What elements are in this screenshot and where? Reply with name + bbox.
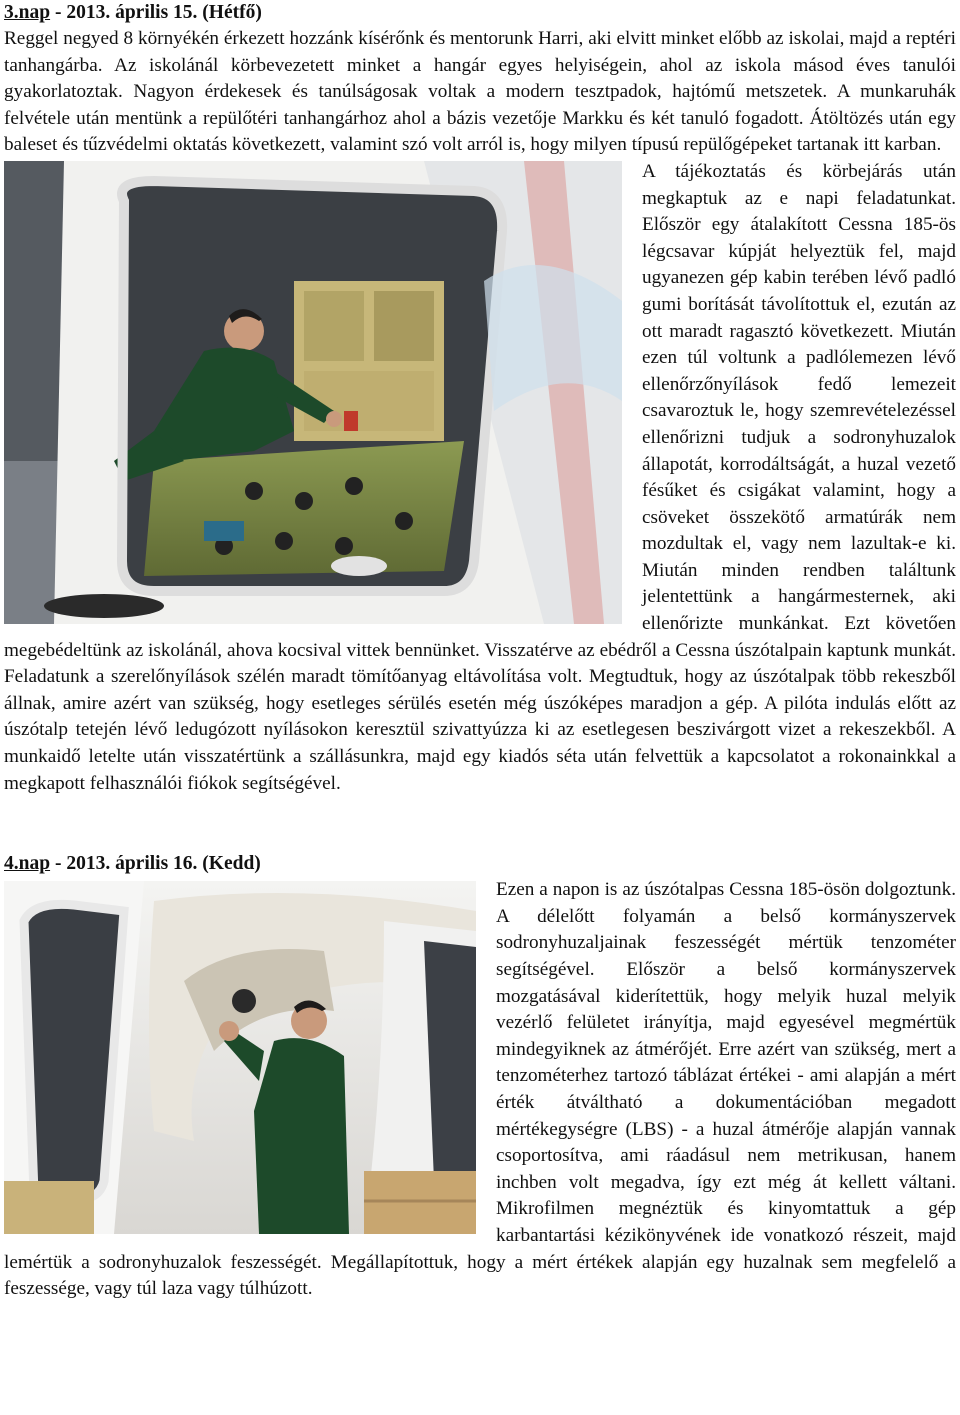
day3-title-number: 3.nap <box>4 2 51 23</box>
day3-intro-paragraph: Reggel negyed 8 környékén érkezett hozzánk kísérőnk és mentorunk Harri, aki elvitt minket előbb az iskolai, majd a reptéri tanhangárba. Az iskolánál körbevezetett minket a hangár egyes helyiségein, ahol az iskola másod éves tanulói gyakorlatoztak. Nagyon érdekesek és tanúlságosak voltak a modern tesztpadok, hajtómű metszetek. A munkaruhák felvétele után mentünk a repülőtéri tanhangárhoz ahol a bázis vezetője Markku és két tanuló fogadott. Átöltözés után egy baleset és tűzvédelmi oktatás következett, valamint szó volt arról is, hogy milyen típusú repülőgépeket tartanak itt karban. <box>4 28 956 156</box>
cessna-headliner-photo <box>4 881 476 1234</box>
section-spacer <box>4 797 956 851</box>
document-page <box>4 0 956 1303</box>
day4-title-number: 4.nap <box>4 853 51 875</box>
day3-heading <box>4 0 956 26</box>
day4-title-date: - 2013. április 16. (Kedd) <box>50 853 261 875</box>
day3-title-date: - 2013. április 15. (Hétfő) <box>50 2 262 23</box>
day4-heading <box>4 851 956 877</box>
day3-body-paragraph: A tájékoztatás és körbejárás után megkaptuk az e napi feladatunkat. Először egy átalakított Cessna 185-ös légcsavar kúpját helyeztük fel, majd ugyanezen gép kabin terében lévő padló gumi borítását távolítottuk el, ezután az ott maradt ragasztó következett. Miután ezen túl voltunk a padlólemezen lévő ellenőrzőnyílások fedő lemezeit csavaroztuk le, hogy szemrevételezéssel ellenőrizni tudjuk a sodronyhuzalok állapotát, korrodáltságát, a huzal vezető fésűket és csigákat valamint, hogy a csöveket összekötő armatúrák nem mozdultak el, vagy nem lazultak-e ki. Miután minden rendben találtunk jelentettünk a hangármesternek, aki ellenőrizte munkánkat. Ezt követően megebédeltünk az iskolánál, ahova kocsival vittek bennünket. Visszatérve az ebédről a Cessna úszótalpain kaptunk munkát. Feladatunk a szerelőnyílások szélén maradt tömítőanyag eltávolítása volt. Megtudtuk, hogy az úszótalpak több rekeszből állnak, amire azért van szükség, hogy esetleges sérülés esetén még úszóképes maradjon a gép. A pilóta indulás előtt az úszótalp tetején lévő ledugózott nyílásokon keresztül szivattyúzza ki az esetlegesen beszivárgott vizet a rekeszekből. A munkaidő letelte után visszatértünk a szállásunkra, majd egy kiadós séta után felvettük a kapcsolatot a rokonainkkal a megkapott felhasználói fiókok segítségével. <box>4 160 956 794</box>
day4-body-paragraph: Ezen a napon is az úszótalpas Cessna 185-ösön dolgoztunk. A délelőtt folyamán a belső kormányszervek sodronyhuzaljainak feszességét mértük tenzométer segítségével. Először a belső kormányszervek mozgatásával kiderítettük, hogy melyik huzal melyik vezérlő felületet irányítja, majd egyesével megmértük mindegyiknek az átmérőjét. Erre azért van szükség, mert a tenzométerhez tartozó táblázat értékei - ami alapján a mért érték átváltható a dokumentációban megadott mértékegységre (LBS) - a huzal átmérője alapján vannak csoportosítva, ami ráadásul nem metrikusan, hanem inchben volt megadva, így ezt még át kellett váltani. Mikrofilmen megnéztük és kinyomtattuk a gép karbantartási kézikönyvének ide vonatkozó részeit, majd lemértük a sodronyhuzalok feszességét. Megállapítottuk, hogy a mért értékek alapján egy huzalnak sem megfelelő a feszessége, vagy túl laza vagy túlhúzott. <box>4 879 956 1300</box>
cessna-cabin-photo <box>4 161 622 624</box>
